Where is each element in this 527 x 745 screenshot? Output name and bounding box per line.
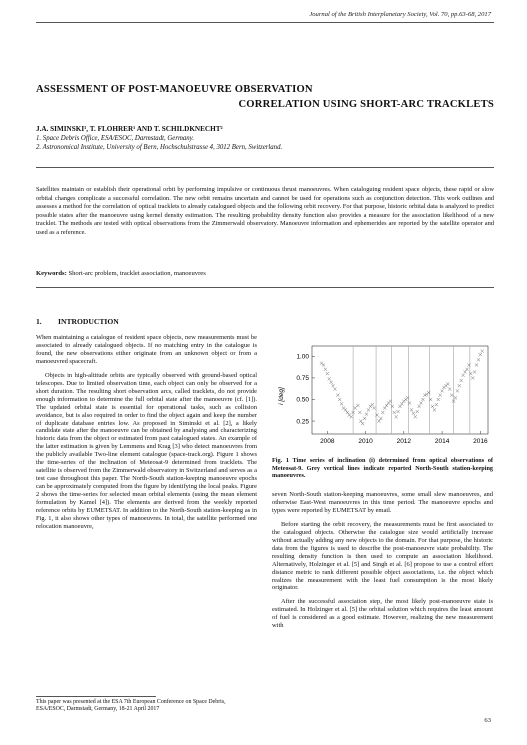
- figure-caption: Fig. 1 Time series of inclination (i) determined from optical observations of Meteosat-9. Grey vertical lines indicate reported North-South station-keeping manoeuvres.: [272, 457, 493, 480]
- data-point: [446, 382, 449, 385]
- data-point: [381, 411, 384, 414]
- data-point: [479, 353, 482, 356]
- data-point: [393, 411, 396, 414]
- data-point: [440, 389, 443, 392]
- title-line-2: CORRELATION USING SHORT-ARC TRACKLETS: [238, 99, 494, 110]
- data-point: [373, 407, 376, 410]
- data-point: [331, 384, 334, 387]
- data-point: [396, 410, 399, 413]
- data-point: [336, 394, 339, 397]
- paragraph: After the successful association step, the most likely post-manoeuvre state is estimated. In Holzinger et al. [5] the orbital solution which requires the least amount of fuel is considered as a good estimate. However, realizing the new measurement with: [272, 598, 493, 630]
- paragraph: seven North-South station-keeping manoeuvres, some small slew manoeuvres, and otherwise East-West manoeuvres in this time period. The manoeuvre epochs and types were reported by EUMETSAT by email.: [272, 491, 493, 514]
- title-line-1: ASSESSMENT OF POST-MANOEUVRE OBSERVATION: [36, 84, 313, 95]
- abstract: Satellites maintain or establish their operational orbit by performing impulsive or continuous thrust manoeuvres. When cataloguing resident space objects, these rapid or slow orbital changes complicate a successful correlation. The new orbit remains uncertain and cannot be used for operations such as conjunction detection. This work outlines and assesses a method for the correlation of optical tracklets to already catalogued objects and the following orbit recovery. For that purpose, historic orbital data is analyzed to predict possible states after the manoeuvre using kernel density estimation. The resulting probability density function also provides a measure for the association likelihood of a new tracklet. The methods are tested with optical observations from the Zimmerwald observatory. Manoeuvre information and ephemerides are reported by the satellite operator and used as a reference.: [36, 186, 494, 236]
- data-point: [367, 408, 370, 411]
- data-point: [340, 402, 343, 405]
- section-title: INTRODUCTION: [58, 317, 119, 326]
- data-point: [412, 412, 415, 415]
- data-point: [377, 419, 380, 422]
- data-point: [356, 404, 359, 407]
- data-point: [371, 403, 374, 406]
- data-point: [358, 411, 361, 414]
- data-point: [454, 396, 457, 399]
- data-point: [326, 372, 329, 375]
- keywords-label: Keywords:: [36, 270, 67, 277]
- affiliation-2: 2. Astronomical Institute, University of Bern, Hochschulstrasse 4, 3012 Bern, Switzerland.: [36, 144, 283, 151]
- x-tick-label: 2010: [358, 438, 373, 445]
- data-point: [410, 408, 413, 411]
- data-point: [353, 407, 356, 410]
- data-point: [450, 394, 453, 397]
- plot-frame: [312, 346, 488, 434]
- y-tick-label: 0.75: [296, 375, 309, 383]
- data-point: [473, 370, 476, 373]
- x-axis: [320, 431, 488, 445]
- y-axis-label: i [deg]: [278, 387, 285, 405]
- data-point: [416, 410, 419, 413]
- data-point: [330, 381, 333, 384]
- data-point: [379, 417, 382, 420]
- data-point: [333, 388, 336, 391]
- data-point: [471, 376, 474, 379]
- footnote: This paper was presented at the ESA 7th European Conference on Space Debris, ESA/ESOC, Darmstadt, Germany, 18-21 April 2017: [36, 699, 226, 713]
- header-rule: [36, 22, 494, 23]
- data-point: [418, 405, 421, 408]
- affiliation-1: 1. Space Debris Office, ESA/ESOC, Darmstadt, Germany.: [36, 135, 195, 142]
- journal-header: Journal of the British Interplanetary Society, Vol. 70, pp.63-68, 2017: [309, 11, 491, 18]
- y-tick-label: 0.50: [296, 396, 309, 404]
- right-column: [272, 491, 493, 636]
- paragraph: When maintaining a catalogue of resident space objects, new measurements must be associated to already catalogued objects. If no matching entry in the catalogue is found, the new observations either originate from an unknown object or from a manoeuvred spacecraft.: [36, 334, 257, 365]
- data-point: [475, 363, 478, 366]
- keywords: [36, 270, 206, 277]
- footnote-rule: [36, 696, 156, 697]
- data-point: [465, 368, 468, 371]
- data-point: [324, 368, 327, 371]
- data-point: [338, 398, 341, 401]
- inclination-chart: [272, 340, 494, 452]
- data-points: [320, 350, 484, 426]
- data-point: [383, 407, 386, 410]
- data-point: [456, 389, 459, 392]
- data-point: [419, 401, 422, 404]
- data-point: [462, 374, 465, 377]
- x-tick-label: 2012: [396, 438, 412, 445]
- data-point: [481, 350, 484, 353]
- data-point: [414, 415, 417, 418]
- abstract-bottom-rule: [36, 287, 494, 288]
- page-number: 63: [484, 717, 491, 724]
- data-point: [359, 419, 362, 422]
- data-point: [365, 413, 368, 416]
- data-point: [433, 408, 436, 411]
- data-point: [463, 370, 466, 373]
- data-point: [398, 405, 401, 408]
- data-point: [395, 415, 398, 418]
- x-tick-label: 2014: [434, 438, 450, 445]
- data-point: [346, 411, 349, 414]
- data-point: [322, 363, 325, 366]
- x-tick-label: 2016: [473, 438, 488, 445]
- paragraph: Objects in high-altitude orbits are typically observed with ground-based optical telescopes. Due to limited observation time, each object can only be observed for a short duration. The resulting short observation arcs, called tracklets, do not provide enough information to determine the full orbital state after the manoeuvre (cf. [1]). The updated orbital state is essential for operational tasks, such as collision avoidance, but is also required in order to find the object again and keep the number of duplicate database entries low. As proposed in Siminski et al. [2], a likely candidate state after the manoeuvre can be obtained by analysing and characterizing historic data from the object or estimated from past catalogued states. An example of the latter estimation is given by Lemmens and Krag [3] who detect manoeuvres from the publicly available Two-line element catalogue (space-track.org). Figure 1 shows the time-series of the inclination of Meteosat-9 determined from tracklets. The satellite is observed from the Zimmerwald observatory in Switzerland and serves as a test case throughout this paper. The North-South station-keeping manoeuvre epochs can be approximately computed from the figure by identifying the local peaks. Figure 2 shows the time-series for selected mean orbital elements (using the mean element formulation by Kamel [4]). The elements are derived from the weekly reported reference orbits by EUMETSAT. In addition to the North-South station-keeping as in Fig. 1, it also shows other types of manoeuvres. In total, the satellite performed one relocation manoeuvre,: [36, 371, 257, 530]
- data-point: [400, 402, 403, 405]
- x-tick-label: 2008: [320, 438, 335, 445]
- y-tick-label: 1.00: [296, 353, 309, 361]
- section-heading: [36, 317, 119, 326]
- section-number: 1.: [36, 317, 42, 326]
- data-point: [431, 405, 434, 408]
- left-column: [36, 334, 257, 537]
- data-point: [385, 404, 388, 407]
- data-point: [439, 394, 442, 397]
- data-point: [421, 398, 424, 401]
- data-point: [328, 377, 331, 380]
- data-point: [363, 417, 366, 420]
- data-point: [361, 422, 364, 425]
- authors: J.A. SIMINSKI¹, T. FLOHRER¹ AND T. SCHILDKNECHT²: [36, 125, 223, 133]
- data-point: [460, 379, 463, 382]
- data-point: [477, 358, 480, 361]
- data-point: [458, 384, 461, 387]
- manoeuvre-lines: [353, 346, 470, 434]
- paragraph: Before starting the orbit recovery, the measurements must be first associated to the catalogued objects. Otherwise the catalogue size would artificially increase without actually adding any new objects to the domain. For that purpose, the historic data from the figures is used to describe the post-manoeuvre state probability. The resulting density function is then used to compute an association likelihood. Alternatively, Holzinger et al. [5] and Singh et al. [6] propose to use a control effort distance metric to rank different possible object associations, i.e. the object which realizes the measurement with the least fuel consumption is the most likely originator.: [272, 520, 493, 592]
- keywords-text: Short-arc problem, tracklet association, manoeuvres: [68, 270, 206, 277]
- data-point: [350, 415, 353, 418]
- paper-title: [36, 82, 494, 112]
- abstract-top-rule: [36, 167, 494, 168]
- data-point: [448, 388, 451, 391]
- data-point: [344, 408, 347, 411]
- data-point: [435, 403, 438, 406]
- data-point: [437, 398, 440, 401]
- y-tick-label: 0.25: [296, 418, 309, 426]
